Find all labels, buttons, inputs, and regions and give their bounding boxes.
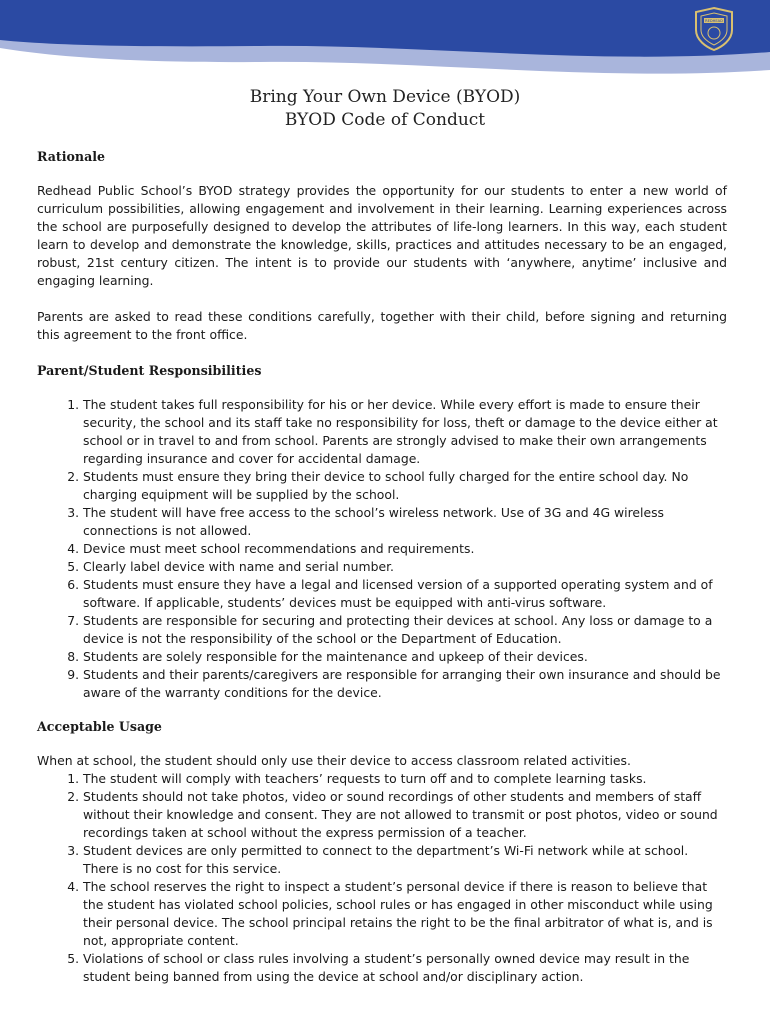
list-item: 5. Clearly label device with name and serial number. xyxy=(83,558,727,576)
rationale-heading: Rationale xyxy=(37,149,106,164)
list-item: 8. Students are solely responsible for the maintenance and upkeep of their devices. xyxy=(83,648,727,666)
document-body xyxy=(37,148,727,1002)
rationale-paragraph-2: Parents are asked to read these conditions carefully, together with their child, before signing and returning this agreement to the front office. xyxy=(37,309,727,342)
school-crest-logo xyxy=(690,6,738,52)
list-item: 3. The student will have free access to the school’s wireless network. Use of 3G and 4G wireless connections is not allowed. xyxy=(83,504,727,540)
list-item: 2. Students must ensure they bring their device to school fully charged for the entire school day. No charging equipment will be supplied by the school. xyxy=(83,468,727,504)
list-item: 1. The student will comply with teachers’ requests to turn off and to complete learning tasks. xyxy=(83,770,727,788)
list-item: 4. The school reserves the right to inspect a student’s personal device if there is reason to believe that the student has violated school policies, school rules or has engaged in other misconduct while using their personal device. The school principal retains the right to be the final arbitrator of what is, and is not, appropriate content. xyxy=(83,878,727,950)
usage-intro: When at school, the student should only use their device to access classroom related activities. xyxy=(37,753,631,768)
responsibilities-list xyxy=(37,396,727,702)
list-item: 7. Students are responsible for securing and protecting their devices at school. Any loss or damage to a device is not the responsibility of the school or the Department of Education. xyxy=(83,612,727,648)
rationale-paragraph-1: Redhead Public School’s BYOD strategy provides the opportunity for our students to enter a new world of curriculum possibilities, allowing engagement and involvement in their learning. Learning experiences across the school are purposefully designed to develop the attributes of life-long learners. In this way, each student learn to develop and demonstrate the knowledge, skills, practices and attitudes necessary to be an engaged, robust, 21st century citizen. The intent is to provide our students with ‘anywhere, anytime’ inclusive and engaging learning. xyxy=(37,183,727,288)
usage-heading: Acceptable Usage xyxy=(37,719,162,734)
svg-text:REDHEAD: REDHEAD xyxy=(705,19,723,24)
list-item: 2. Students should not take photos, video or sound recordings of other students and members of staff without their knowledge and consent. They are not allowed to transmit or post photos, video or sound recordings taken at school without the express permission of a teacher. xyxy=(83,788,727,842)
list-item: 9. Students and their parents/caregivers are responsible for arranging their own insurance and should be aware of the warranty conditions for the device. xyxy=(83,666,727,702)
list-item: 4. Device must meet school recommendations and requirements. xyxy=(83,540,727,558)
list-item: 6. Students must ensure they have a legal and licensed version of a supported operating system and of software. If applicable, students’ devices must be equipped with anti-virus software. xyxy=(83,576,727,612)
list-item: 1. The student takes full responsibility for his or her device. While every effort is made to ensure their security, the school and its staff take no responsibility for loss, theft or damage to the device either at school or in travel to and from school. Parents are strongly advised to make their own arrangements regarding insurance and cover for accidental damage. xyxy=(83,396,727,468)
usage-list xyxy=(37,770,727,986)
document-subtitle: BYOD Code of Conduct xyxy=(284,110,486,130)
list-item: 5. Violations of school or class rules involving a student’s personally owned device may result in the student being banned from using the device at school and/or disciplinary action. xyxy=(83,950,727,986)
list-item: 3. Student devices are only permitted to connect to the department’s Wi-Fi network while at school. There is no cost for this service. xyxy=(83,842,727,878)
document-title-block xyxy=(0,86,770,132)
document-title: Bring Your Own Device (BYOD) xyxy=(249,87,521,107)
responsibilities-heading: Parent/Student Responsibilities xyxy=(37,363,262,378)
header-banner xyxy=(0,0,770,90)
